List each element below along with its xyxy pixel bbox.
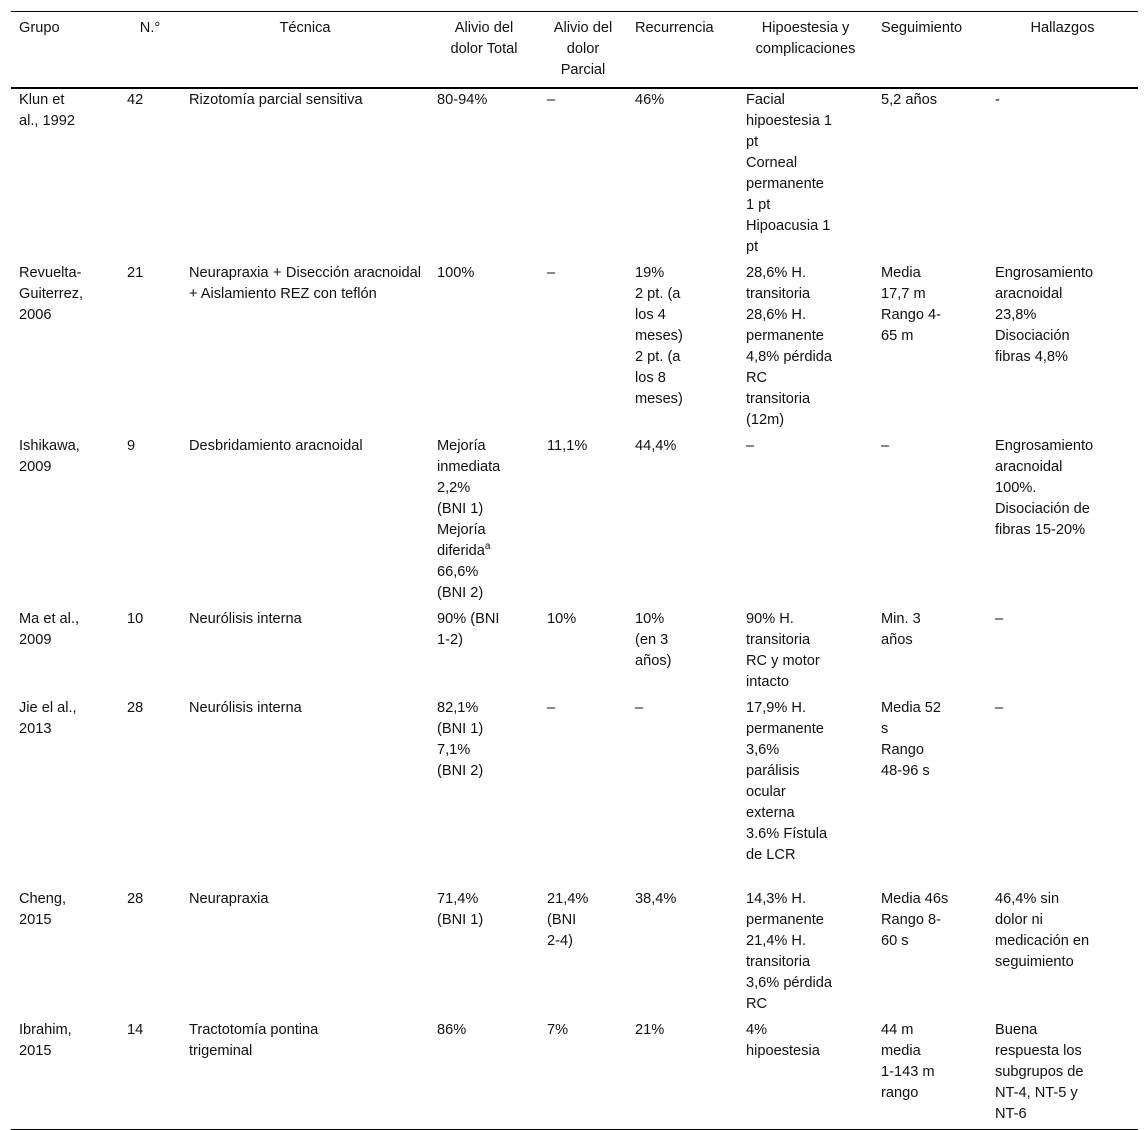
cell-tecnica: Neurapraxia + Disección aracnoidal + Aislamiento REZ con teflón [189,265,421,302]
table-row [11,888,1138,1019]
cell-alivio-parcial: – [547,92,556,108]
cell-hipoestesia: 14,3% H. permanente 21,4% H. transitoria 3,6% pérdida RC [746,891,833,1012]
cell-seguimiento: – [881,438,890,454]
cell-alivio-total [429,435,539,608]
cell-tecnica: Rizotomía parcial sensitiva [189,92,363,108]
cell-seguimiento: 44 m media 1-143 m rango [873,1019,987,1130]
cell-tecnica: Neurapraxia [189,891,269,907]
cell-tecnica: Neurólisis interna [189,611,302,627]
cell-alivio-parcial: 10% [547,611,577,627]
header-tecnica: Técnica [181,12,429,89]
cell-n: 28 [127,891,144,907]
header-row [11,12,1138,89]
table-row [11,697,1138,888]
cell-alivio-total: 82,1% (BNI 1) 7,1% (BNI 2) [437,700,484,779]
cell-hallazgos: Engrosamiento aracnoidal 23,8% Disociación fibras 4,8% [995,265,1094,365]
cell-alivio-total: 86% [429,1019,539,1130]
cell-hallazgos: Engrosamiento aracnoidal 100%. Disociación de fibras 15-20% [995,438,1094,538]
alivio-total-part-b: 66,6% (BNI 2) [437,564,484,601]
cell-grupo: Ishikawa, 2009 [19,438,80,475]
cell-recurrencia: 19% 2 pt. (a los 4 meses) 2 pt. (a los 8 meses) [635,265,683,407]
cell-grupo: Jie el al., 2013 [19,700,77,737]
cell-hipoestesia: Facial hipoestesia 1 pt Corneal permanente 1 pt Hipoacusia 1 pt [746,92,833,255]
cell-recurrencia: 21% [627,1019,738,1130]
cell-n: 21 [127,265,144,281]
cell-hallazgos: - [995,92,1000,108]
cell-hipoestesia: 28,6% H. transitoria 28,6% H. permanente 4,8% pérdida RC transitoria (12m) [746,265,833,428]
header-hallazgos: Hallazgos [987,12,1138,89]
cell-seguimiento: Media 52 s Rango 48-96 s [881,700,942,779]
header-n: N.° [119,12,181,89]
cell-grupo: Revuelta- Guiterrez, 2006 [19,265,84,323]
cell-recurrencia: 44,4% [635,438,677,454]
cell-grupo: Ma et al., 2009 [19,611,80,648]
cell-tecnica: Desbridamiento aracnoidal [189,438,363,454]
cell-hallazgos: Buena respuesta los subgrupos de NT-4, NT-5 y NT-6 [987,1019,1138,1130]
study-table [11,11,1138,1130]
cell-hipoestesia: 90% H. transitoria RC y motor intacto [746,611,820,690]
cell-hipoestesia: – [746,438,755,454]
table-row [11,262,1138,435]
cell-alivio-parcial: – [547,700,556,716]
cell-seguimiento: Min. 3 años [881,611,921,648]
cell-hallazgos: – [995,611,1004,627]
cell-recurrencia: – [635,700,644,716]
table-row [11,88,1138,262]
cell-alivio-parcial: – [547,265,556,281]
table-row [11,608,1138,697]
cell-recurrencia: 46% [635,92,665,108]
cell-alivio-parcial: 7% [539,1019,627,1130]
header-grupo: Grupo [11,12,119,89]
cell-seguimiento: Media 46s Rango 8- 60 s [881,891,949,949]
cell-hipoestesia: 4% hipoestesia [738,1019,873,1130]
footnote-marker: a [484,541,491,553]
cell-hallazgos: – [995,700,1004,716]
cell-grupo: Cheng, 2015 [19,891,67,928]
cell-grupo: Klun et al., 1992 [19,92,75,129]
cell-seguimiento: Media 17,7 m Rango 4- 65 m [881,265,942,344]
cell-n: 28 [127,700,144,716]
table-row [11,435,1138,608]
cell-tecnica: Neurólisis interna [189,700,302,716]
cell-recurrencia: 10% (en 3 años) [635,611,672,669]
cell-recurrencia: 38,4% [635,891,677,907]
cell-n: 14 [119,1019,181,1130]
cell-alivio-parcial: 11,1% [547,438,588,454]
header-recurrencia: Recurrencia [627,12,738,89]
cell-alivio-total: 100% [437,265,475,281]
cell-n: 10 [127,611,144,627]
alivio-total-part-a: Mejoría inmediata 2,2% (BNI 1) Mejoría diferida [437,438,501,559]
cell-grupo: Ibrahim, 2015 [11,1019,119,1130]
table-row [11,1019,1138,1130]
header-alivio-parcial: Alivio del dolor Parcial [539,12,627,89]
header-alivio-total: Alivio del dolor Total [429,12,539,89]
cell-alivio-total: 90% (BNI 1-2) [437,611,500,648]
cell-alivio-total: 80-94% [437,92,488,108]
cell-seguimiento: 5,2 años [881,92,937,108]
header-hipoestesia: Hipoestesia y complicaciones [738,12,873,89]
header-seguimiento: Seguimiento [873,12,987,89]
cell-alivio-parcial: 21,4% (BNI 2-4) [547,891,589,949]
cell-hipoestesia: 17,9% H. permanente 3,6% parálisis ocular externa 3.6% Fístula de LCR [746,700,828,863]
cell-alivio-total: 71,4% (BNI 1) [437,891,484,928]
cell-hallazgos: 46,4% sin dolor ni medicación en seguimiento [995,891,1090,970]
cell-n: 42 [127,92,144,108]
cell-tecnica: Tractotomía pontina trigeminal [181,1019,429,1130]
cell-n: 9 [127,438,136,454]
